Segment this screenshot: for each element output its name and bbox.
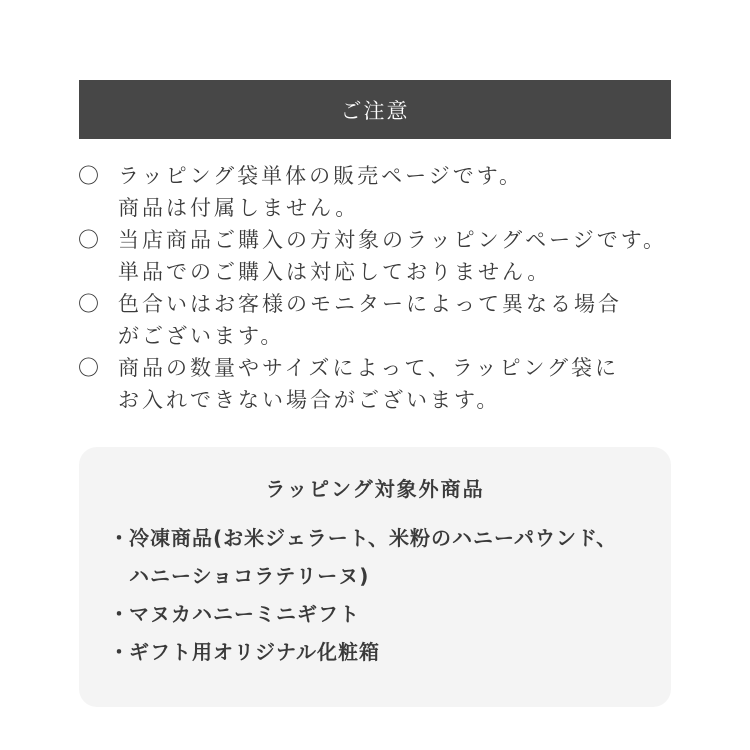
notice-item <box>78 352 678 416</box>
notice-title: ご注意 <box>340 98 410 123</box>
exclusion-box <box>79 447 671 707</box>
bullet-dot-icon: ・ <box>109 526 129 550</box>
notice-item <box>78 224 678 288</box>
exclusion-item-text: マヌカハニーミニギフト <box>129 602 360 626</box>
circle-marker-icon: 〇 <box>78 356 99 380</box>
exclusion-item-text: 冷凍商品(お米ジェラート、米粉のハニーパウンド、 ハニーショコラテリーヌ) <box>129 526 618 588</box>
circle-marker-icon: 〇 <box>78 164 99 188</box>
bullet-dot-icon: ・ <box>109 602 129 626</box>
notice-header <box>79 80 671 139</box>
circle-marker-icon: 〇 <box>78 292 99 316</box>
notice-item <box>78 160 678 224</box>
exclusion-item <box>109 519 659 595</box>
exclusion-item-text: ギフト用オリジナル化粧箱 <box>129 640 380 664</box>
notice-list <box>78 160 678 416</box>
bullet-dot-icon: ・ <box>109 640 129 664</box>
exclusion-item <box>109 633 659 671</box>
exclusion-title: ラッピング対象外商品 <box>265 477 485 501</box>
notice-item-text: ラッピング袋単体の販売ページです。 商品は付属しません。 <box>118 164 524 220</box>
exclusion-item <box>109 595 659 633</box>
notice-item-text: 色合いはお客様のモニターによって異なる場合 がございます。 <box>118 292 622 348</box>
exclusion-list <box>109 519 659 671</box>
notice-item <box>78 288 678 352</box>
notice-item-text: 商品の数量やサイズによって、ラッピング袋に お入れできない場合がございます。 <box>118 356 620 412</box>
notice-item-text: 当店商品ご購入の方対象のラッピングページです。 単品でのご購入は対応しておりません。 <box>118 228 668 284</box>
circle-marker-icon: 〇 <box>78 228 99 252</box>
